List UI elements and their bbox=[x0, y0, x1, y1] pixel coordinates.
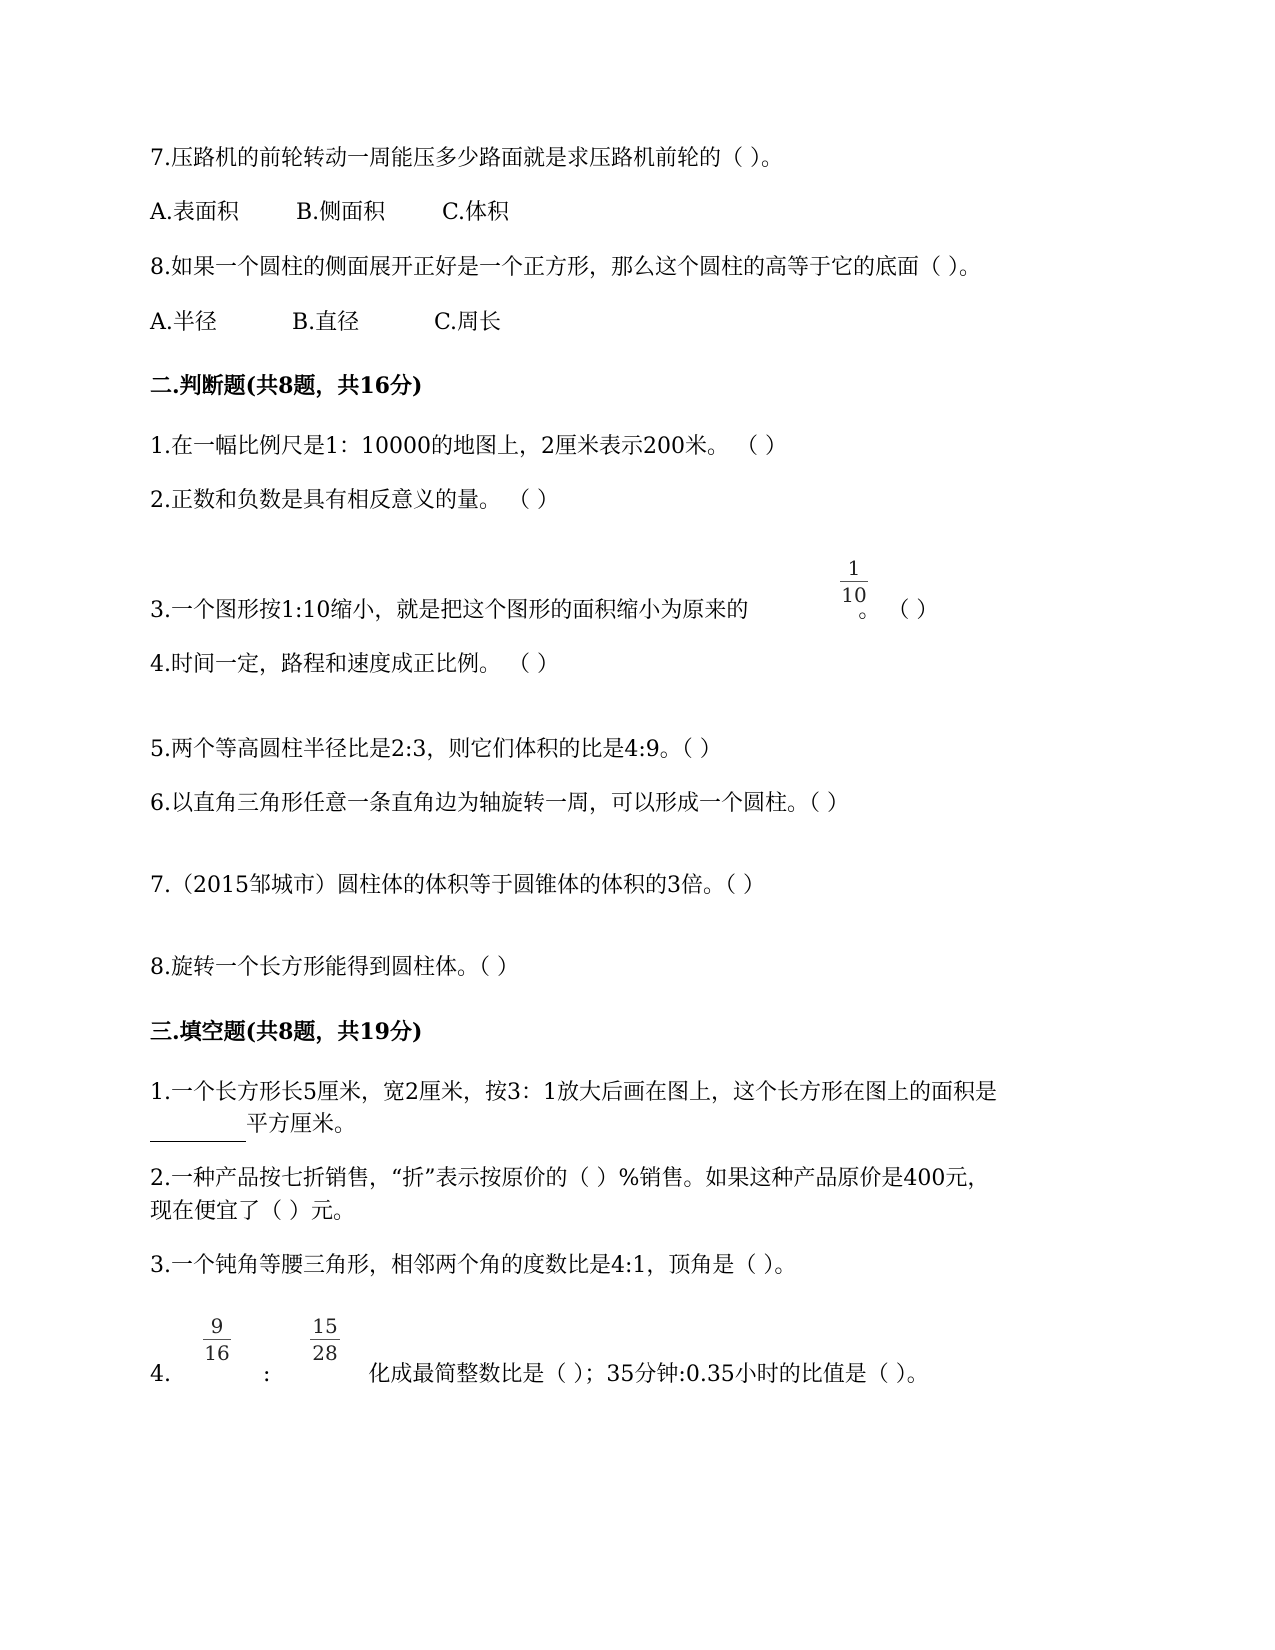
option-a: A.表面积 bbox=[150, 200, 239, 225]
option-a: A.半径 bbox=[150, 310, 217, 335]
choice-q7-options bbox=[150, 196, 509, 230]
fill-q4-colon: : bbox=[263, 1362, 271, 1387]
judge-item-3-text: 3.一个图形按1:10缩小，就是把这个图形的面积缩小为原来的 bbox=[150, 598, 749, 623]
judge-item-5: 5.两个等高圆柱半径比是2:3，则它们体积的比是4:9。（ ） bbox=[150, 737, 722, 762]
judge-item-3 bbox=[150, 594, 938, 628]
fill-q1-line1: 1.一个长方形长5厘米，宽2厘米，按3：1放大后画在图上，这个长方形在图上的面积是 bbox=[150, 1080, 997, 1105]
fraction-9-16: 9 16 bbox=[204, 1314, 230, 1365]
judge-item-1: 1.在一幅比例尺是1：10000的地图上，2厘米表示200米。 （ ） bbox=[150, 434, 787, 459]
fill-heading: 三.填空题(共8题，共19分) bbox=[150, 1019, 423, 1045]
option-c: C.体积 bbox=[442, 200, 510, 225]
option-b: B.侧面积 bbox=[296, 200, 386, 225]
judge-item-3-tail: 。 （ ） bbox=[858, 598, 939, 623]
option-b: B.直径 bbox=[292, 310, 360, 335]
fill-q1-unit: 平方厘米。 bbox=[246, 1112, 357, 1137]
fill-q1-line2 bbox=[150, 1108, 356, 1142]
fill-q4 bbox=[150, 1358, 929, 1392]
judge-item-7: 7.（2015邹城市）圆柱体的体积等于圆锥体的体积的3倍。（ ） bbox=[150, 873, 765, 898]
fill-q2-line1: 2.一种产品按七折销售，“折”表示按原价的（ ）%销售。如果这种产品原价是400元， bbox=[150, 1166, 990, 1191]
fill-q4-prefix: 4. bbox=[150, 1362, 171, 1387]
judge-heading: 二.判断题(共8题，共16分) bbox=[150, 373, 423, 399]
choice-q8-options bbox=[150, 306, 501, 340]
fill-q4-tail: 化成最简整数比是（ ）；35分钟:0.35小时的比值是（ ）。 bbox=[368, 1362, 929, 1387]
judge-item-8: 8.旋转一个长方形能得到圆柱体。（ ） bbox=[150, 955, 519, 980]
judge-item-6: 6.以直角三角形任意一条直角边为轴旋转一周，可以形成一个圆柱。（ ） bbox=[150, 791, 849, 816]
answer-blank[interactable] bbox=[150, 1117, 246, 1142]
fill-q3: 3.一个钝角等腰三角形，相邻两个角的度数比是4:1，顶角是（ ）。 bbox=[150, 1253, 797, 1278]
option-c: C.周长 bbox=[434, 310, 502, 335]
fraction-15-28: 15 28 bbox=[310, 1314, 340, 1365]
judge-item-4: 4.时间一定，路程和速度成正比例。 （ ） bbox=[150, 652, 559, 677]
choice-q7-text: 7.压路机的前轮转动一周能压多少路面就是求压路机前轮的（ ）。 bbox=[150, 146, 783, 171]
choice-q8-text: 8.如果一个圆柱的侧面展开正好是一个正方形，那么这个圆柱的高等于它的底面（ ）。 bbox=[150, 255, 981, 280]
fraction-1-10: 1 10 bbox=[841, 556, 867, 607]
fill-q2-line2: 现在便宜了（ ）元。 bbox=[150, 1199, 355, 1224]
judge-item-2: 2.正数和负数是具有相反意义的量。 （ ） bbox=[150, 488, 559, 513]
